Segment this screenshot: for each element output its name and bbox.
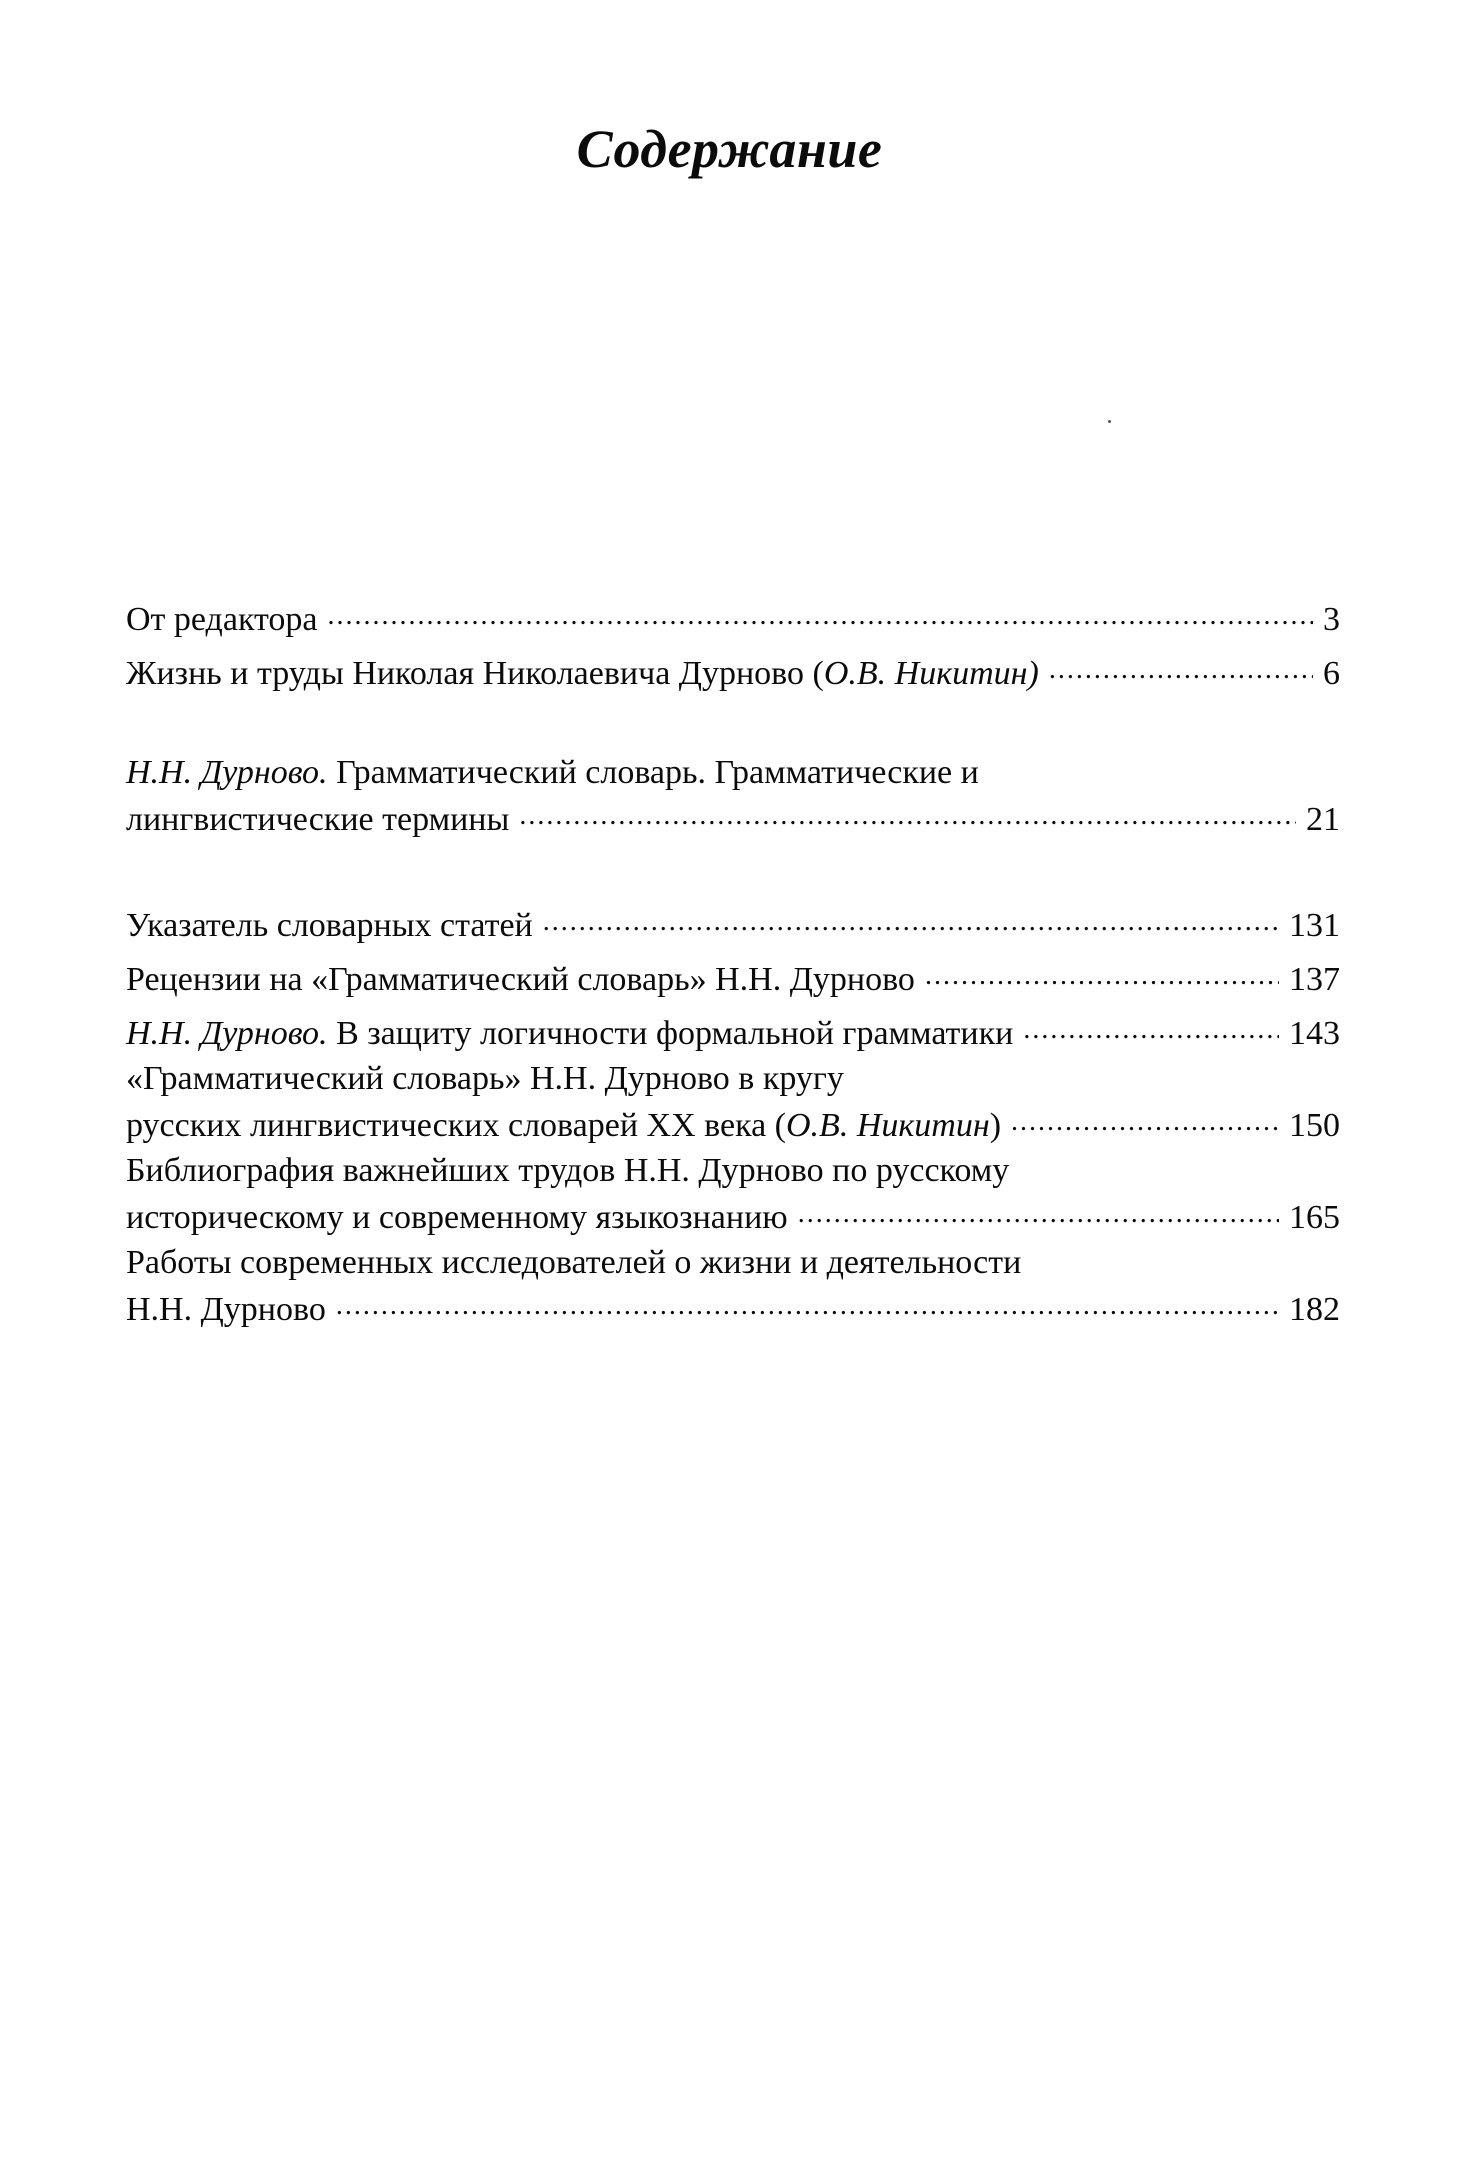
toc-entry-title: В защиту логичности формальной грамматики [327, 1015, 1014, 1052]
dot-leader [1011, 1098, 1279, 1136]
toc-entry-author: Н.Н. Дурново. [126, 1015, 328, 1052]
toc-page-number: 6 [1323, 655, 1340, 692]
dot-leader [925, 952, 1279, 990]
toc-entry-line [126, 952, 1340, 999]
toc-entry-paren: ) [989, 1107, 1002, 1144]
toc-entry-title-cont: историческому и современному языкознанию [126, 1199, 788, 1236]
toc-entry-line [126, 1282, 1340, 1329]
toc-entry-reviews[interactable] [126, 952, 1340, 999]
toc-entry-title-cont: русских лингвистических словарей XX века ( [126, 1107, 786, 1144]
toc-entry-editor[interactable] [126, 592, 1340, 639]
toc-entry-author: О.В. Никитин) [823, 655, 1039, 692]
toc-entry-dictionary-context[interactable] [126, 1060, 1340, 1145]
toc-entry-index[interactable] [126, 898, 1340, 945]
toc-entry-line [126, 592, 1340, 639]
toc-entry-title: Рецензии на «Грамматический словарь» Н.Н. Дурново [126, 961, 915, 998]
toc-entry-line [126, 792, 1340, 839]
toc-entry-biography[interactable] [126, 646, 1340, 693]
toc-entry-line [126, 898, 1340, 945]
toc-entry-defense[interactable] [126, 1006, 1340, 1053]
toc-entry-title: Указатель словарных статей [126, 907, 533, 944]
dot-leader [1023, 1006, 1279, 1044]
toc-page-number: 137 [1289, 961, 1340, 998]
toc-entry-author: О.В. Никитин [786, 1107, 990, 1144]
toc-page-number: 182 [1289, 1291, 1340, 1328]
toc-entry-line [126, 754, 1340, 792]
dot-leader [336, 1282, 1279, 1320]
toc-entry-line: «Грамматический словарь» Н.Н. Дурново в кругу [126, 1060, 844, 1097]
toc-entry-line [126, 1098, 1340, 1145]
toc-entry-line: Работы современных исследователей о жизни и деятельности [126, 1244, 1022, 1281]
toc-entry-title: От редактора [126, 601, 318, 638]
dot-leader [798, 1190, 1279, 1228]
toc-entry-author: Н.Н. Дурново. [126, 754, 328, 791]
toc-page-number: 143 [1289, 1015, 1340, 1052]
dot-leader [543, 898, 1279, 936]
toc-entry-modern-research[interactable] [126, 1244, 1340, 1329]
toc-page-number: 3 [1323, 601, 1340, 638]
toc-entry-line [126, 1190, 1340, 1237]
toc-entry-title: Жизнь и труды Николая Николаевича Дурново ( [126, 655, 824, 692]
toc-entry-bibliography[interactable] [126, 1152, 1340, 1237]
toc-page-number: 131 [1289, 907, 1340, 944]
dot-leader [328, 592, 1313, 630]
toc-entry-line [126, 646, 1340, 693]
toc-entry-title-cont: лингвистические термины [126, 801, 510, 838]
toc-entry-dictionary[interactable] [126, 754, 1340, 839]
print-speck [1108, 420, 1111, 423]
dot-leader [1049, 646, 1313, 684]
toc-entry-line: Библиография важнейших трудов Н.Н. Дурново по русскому [126, 1152, 1010, 1189]
toc-entry-title: Грамматический словарь. Грамматические и [327, 754, 979, 791]
dot-leader [519, 792, 1296, 830]
page-title: Содержание [576, 119, 883, 179]
toc-entry-title-cont: Н.Н. Дурново [126, 1291, 326, 1328]
toc-page-number: 165 [1289, 1199, 1340, 1236]
toc-entry-line [126, 1006, 1340, 1053]
toc-page-number: 21 [1306, 801, 1340, 838]
toc-page-number: 150 [1289, 1107, 1340, 1144]
